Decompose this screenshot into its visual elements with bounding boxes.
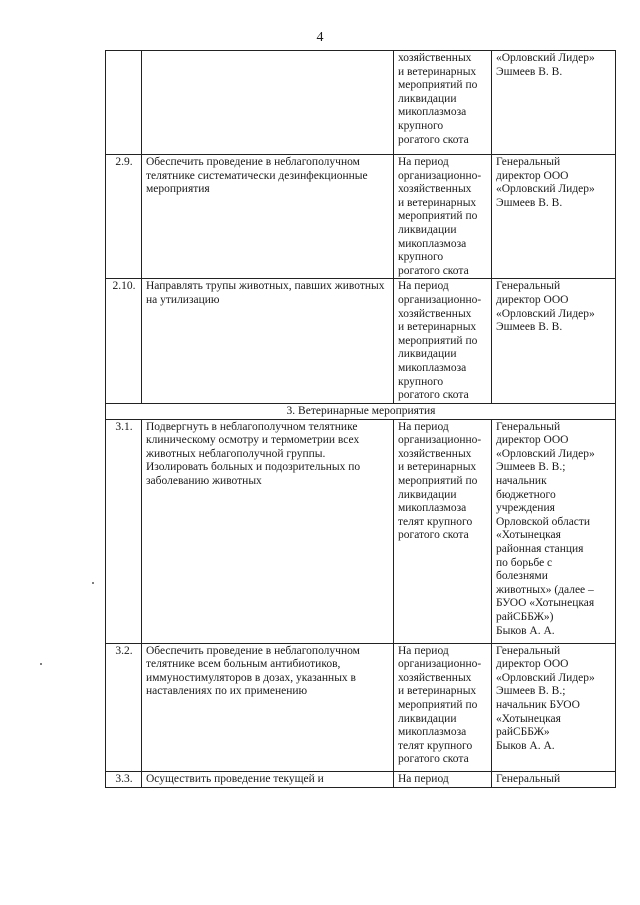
row-term: На период организационно- хозяйственных и ветеринарных мероприятий по ликвидации микоплазмоза телят крупного рогатого скота	[394, 643, 492, 771]
row-task: Осуществить проведение текущей и	[142, 771, 394, 787]
scan-speck	[92, 582, 94, 584]
page-number: 4	[316, 30, 324, 45]
row-responsible: Генеральный	[492, 771, 616, 787]
row-responsible: Генеральный директор ООО «Орловский Лидер» Эшмеев В. В.	[492, 279, 616, 403]
row-number: 3.2.	[106, 643, 142, 771]
row-number	[106, 51, 142, 155]
row-task: Обеспечить проведение в неблагополучном телятнике всем больным антибиотиков, иммуностимуляторов в дозах, указанных в наставлениях по их применению	[142, 643, 394, 771]
table-row	[106, 643, 616, 771]
section-header-row	[106, 403, 616, 419]
row-number: 2.9.	[106, 155, 142, 279]
row-responsible: «Орловский Лидер» Эшмеев В. В.	[492, 51, 616, 155]
row-term: хозяйственных и ветеринарных мероприятий по ликвидации микоплазмоза крупного рогатого скота	[394, 51, 492, 155]
row-term: На период организационно- хозяйственных и ветеринарных мероприятий по ликвидации микоплазмоза крупного рогатого скота	[394, 279, 492, 403]
row-term: На период	[394, 771, 492, 787]
table-row	[106, 771, 616, 787]
row-responsible: Генеральный директор ООО «Орловский Лидер» Эшмеев В. В.; начальник бюджетного учреждения Орловской области «Хотынецкая районная станция по борьбе с болезнями животных» (далее – БУОО «Хотынецкая райСББЖ») Быков А. А.	[492, 419, 616, 643]
scan-speck	[40, 663, 42, 665]
table-row	[106, 155, 616, 279]
table-row	[106, 419, 616, 643]
row-number: 3.1.	[106, 419, 142, 643]
row-task	[142, 51, 394, 155]
row-term: На период организационно- хозяйственных и ветеринарных мероприятий по ликвидации микоплазмоза крупного рогатого скота	[394, 155, 492, 279]
row-task: Подвергнуть в неблагополучном телятнике клиническому осмотру и термометрии всех животных неблагополучной группы. Изолировать больных и подозрительных по заболеванию животных	[142, 419, 394, 643]
row-responsible: Генеральный директор ООО «Орловский Лидер» Эшмеев В. В.	[492, 155, 616, 279]
row-task: Обеспечить проведение в неблагополучном телятнике систематически дезинфекционные мероприятия	[142, 155, 394, 279]
measures-table	[105, 50, 616, 788]
row-term: На период организационно- хозяйственных и ветеринарных мероприятий по ликвидации микоплазмоза телят крупного рогатого скота	[394, 419, 492, 643]
row-responsible: Генеральный директор ООО «Орловский Лидер» Эшмеев В. В.; начальник БУОО «Хотынецкая райСББЖ» Быков А. А.	[492, 643, 616, 771]
section-title: 3. Ветеринарные мероприятия	[106, 403, 616, 419]
row-number: 3.3.	[106, 771, 142, 787]
table-row	[106, 51, 616, 155]
table-row	[106, 279, 616, 403]
row-number: 2.10.	[106, 279, 142, 403]
row-task: Направлять трупы животных, павших животных на утилизацию	[142, 279, 394, 403]
